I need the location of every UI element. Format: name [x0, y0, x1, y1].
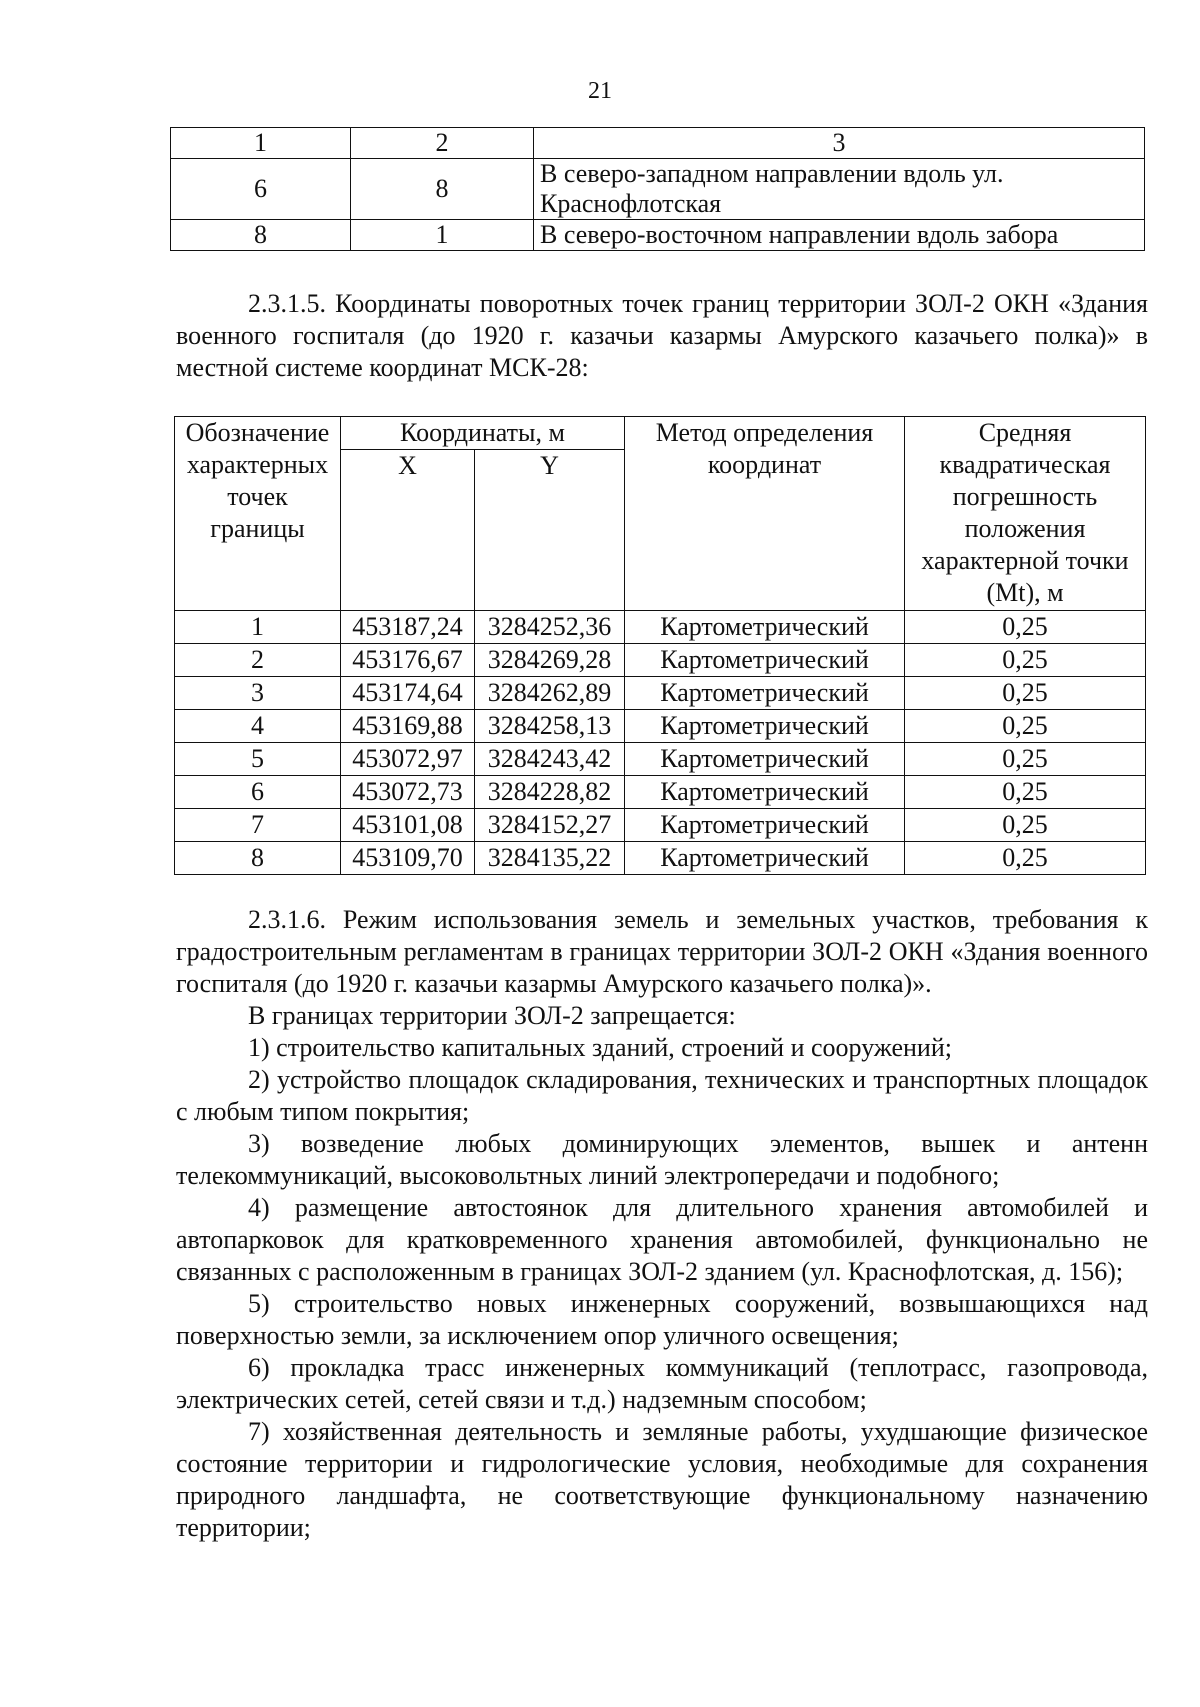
- coord-method-cell: Картометрический: [625, 809, 905, 842]
- coord-y-cell: 3284252,36: [475, 611, 625, 644]
- prohibited-item: 1) строительство капитальных зданий, строений и сооружений;: [248, 1033, 952, 1062]
- section-2-3-1-6: 2.3.1.6. Режим использования земель и земельных участков, требования к градостроительным регламентам в границах территории ЗОЛ-2 ОКН «Здания военного госпиталя (до 1920 г. казачьи казармы Амурского казачьего полка)».: [176, 905, 1148, 998]
- coordinates-table: [174, 416, 1146, 875]
- header-y: Y: [475, 450, 625, 611]
- route-description-cell: В северо-восточном направлении вдоль забора: [534, 220, 1145, 251]
- prohibited-item: 5) строительство новых инженерных сооружений, возвышающихся над поверхностью земли, за исключением опор уличного освещения;: [176, 1289, 1148, 1350]
- coord-x-cell: 453174,64: [341, 677, 475, 710]
- coord-y-cell: 3284269,28: [475, 644, 625, 677]
- route-from-cell: 6: [171, 159, 351, 220]
- prohibited-intro: В границах территории ЗОЛ-2 запрещается:: [248, 1001, 736, 1030]
- coord-x-cell: 453109,70: [341, 842, 475, 875]
- coord-table-body: [175, 611, 1146, 875]
- coord-error-cell: 0,25: [905, 809, 1146, 842]
- coord-method-cell: Картометрический: [625, 776, 905, 809]
- coord-row: [175, 710, 1146, 743]
- coord-x-cell: 453169,88: [341, 710, 475, 743]
- coord-header-row: [175, 417, 1146, 450]
- route-header-cell: 2: [351, 128, 534, 159]
- coord-point-cell: 4: [175, 710, 341, 743]
- route-to-cell: 8: [351, 159, 534, 220]
- coord-point-cell: 1: [175, 611, 341, 644]
- header-method: Метод определения координат: [625, 417, 905, 611]
- route-to-cell: 1: [351, 220, 534, 251]
- coord-method-cell: Картометрический: [625, 743, 905, 776]
- coord-method-cell: Картометрический: [625, 842, 905, 875]
- prohibited-item: 7) хозяйственная деятельность и земляные работы, ухудшающие физическое состояние территории и гидрологические условия, необходимые для сохранения природного ландшафта, не соответствующие функциональному назначению территории;: [176, 1417, 1148, 1542]
- route-description-cell: В северо-западном направлении вдоль ул. Краснофлотская: [534, 159, 1145, 220]
- coord-point-cell: 6: [175, 776, 341, 809]
- route-table-row: [171, 220, 1145, 251]
- coord-x-cell: 453072,97: [341, 743, 475, 776]
- coord-row: [175, 743, 1146, 776]
- header-x: X: [341, 450, 475, 611]
- coord-y-cell: 3284243,42: [475, 743, 625, 776]
- coord-x-cell: 453176,67: [341, 644, 475, 677]
- header-point: Обозначение характерных точек границы: [175, 417, 341, 611]
- coord-error-cell: 0,25: [905, 644, 1146, 677]
- coord-point-cell: 5: [175, 743, 341, 776]
- page-number: 21: [588, 78, 612, 104]
- section-2-3-1-5: 2.3.1.5. Координаты поворотных точек границ территории ЗОЛ-2 ОКН «Здания военного госпиталя (до 1920 г. казачьи казармы Амурского казачьего полка)» в местной системе координат МСК-28:: [176, 289, 1148, 382]
- route-header-cell: 1: [171, 128, 351, 159]
- route-table-row: [171, 159, 1145, 220]
- route-table: [170, 127, 1145, 251]
- coord-error-cell: 0,25: [905, 710, 1146, 743]
- coord-row: [175, 611, 1146, 644]
- coord-y-cell: 3284258,13: [475, 710, 625, 743]
- coord-point-cell: 8: [175, 842, 341, 875]
- prohibited-item: 2) устройство площадок складирования, технических и транспортных площадок с любым типом покрытия;: [176, 1065, 1148, 1126]
- coord-point-cell: 7: [175, 809, 341, 842]
- coord-y-cell: 3284228,82: [475, 776, 625, 809]
- prohibited-item: 4) размещение автостоянок для длительного хранения автомобилей и автопарковок для кратковременного хранения автомобилей, функционально не связанных с расположенным в границах ЗОЛ-2 зданием (ул. Краснофлотская, д. 156);: [176, 1193, 1148, 1286]
- coord-row: [175, 644, 1146, 677]
- route-from-cell: 8: [171, 220, 351, 251]
- coord-method-cell: Картометрический: [625, 677, 905, 710]
- coord-error-cell: 0,25: [905, 611, 1146, 644]
- coord-x-cell: 453101,08: [341, 809, 475, 842]
- coord-row: [175, 677, 1146, 710]
- coord-y-cell: 3284135,22: [475, 842, 625, 875]
- route-header-cell: 3: [534, 128, 1145, 159]
- coord-row: [175, 842, 1146, 875]
- coord-row: [175, 776, 1146, 809]
- prohibited-item: 6) прокладка трасс инженерных коммуникаций (теплотрасс, газопровода, электрических сетей, сетей связи и т.д.) надземным способом;: [176, 1353, 1148, 1414]
- coord-error-cell: 0,25: [905, 776, 1146, 809]
- coord-method-cell: Картометрический: [625, 710, 905, 743]
- coord-x-cell: 453072,73: [341, 776, 475, 809]
- coord-y-cell: 3284152,27: [475, 809, 625, 842]
- coord-error-cell: 0,25: [905, 743, 1146, 776]
- prohibited-item: 3) возведение любых доминирующих элементов, вышек и антенн телекоммуникаций, высоковольтных линий электропередачи и подобного;: [176, 1129, 1148, 1190]
- coord-row: [175, 809, 1146, 842]
- coord-error-cell: 0,25: [905, 677, 1146, 710]
- coord-method-cell: Картометрический: [625, 644, 905, 677]
- coord-x-cell: 453187,24: [341, 611, 475, 644]
- coord-point-cell: 2: [175, 644, 341, 677]
- coord-method-cell: Картометрический: [625, 611, 905, 644]
- section-2-3-1-6-block: [176, 904, 1148, 1544]
- coord-point-cell: 3: [175, 677, 341, 710]
- header-coords: Координаты, м: [341, 417, 625, 450]
- route-table-header-row: [171, 128, 1145, 159]
- header-error: Средняя квадратическая погрешность положения характерной точки (Mt), м: [905, 417, 1146, 611]
- coord-error-cell: 0,25: [905, 842, 1146, 875]
- coord-y-cell: 3284262,89: [475, 677, 625, 710]
